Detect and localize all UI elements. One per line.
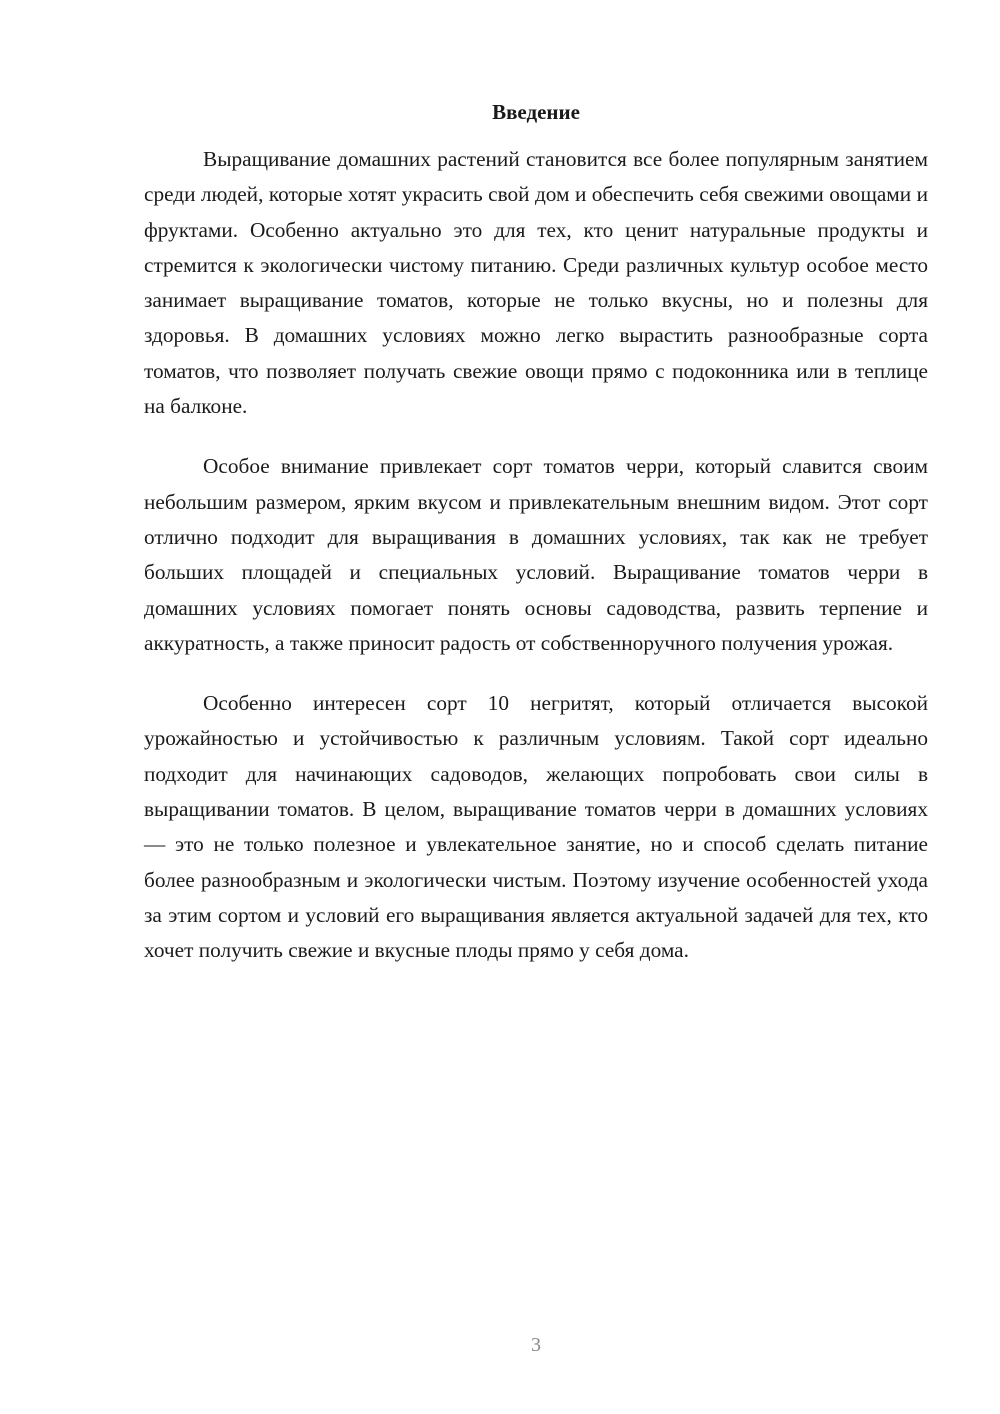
paragraph-3: Особенно интересен сорт 10 негритят, который отличается высокой урожайностью и устойчивостью к различным условиям. Такой сорт идеально подходит для начинающих садоводов, желающих попробовать свои силы в выращивании томатов. В целом, выращивание томатов черри в домашних условиях — это не только полезное и увлекательное занятие, но и способ сделать питание более разнообразным и экологически чистым. Поэтому изучение особенностей ухода за этим сортом и условий его выращивания является актуальной задачей для тех, кто хочет получить свежие и вкусные плоды прямо у себя дома. xyxy=(144,691,928,963)
paragraph-2: Особое внимание привлекает сорт томатов черри, который славится своим небольшим размером, ярким вкусом и привлекательным внешним видом. Этот сорт отлично подходит для выращивания в домашних условиях, так как не требует больших площадей и специальных условий. Выращивание томатов черри в домашних условиях помогает понять основы садоводства, развить терпение и аккуратность, а также приносит радость от собственноручного получения урожая. xyxy=(144,454,928,655)
section-title: Введение xyxy=(492,100,580,124)
page-number: 3 xyxy=(531,1334,541,1356)
body-text xyxy=(144,142,928,994)
paragraph-1: Выращивание домашних растений становится все более популярным занятием среди людей, которые хотят украсить свой дом и обеспечить себя свежими овощами и фруктами. Особенно актуально это для тех, кто ценит натуральные продукты и стремится к экологически чистому питанию. Среди различных культур особое место занимает выращивание томатов, которые не только вкусны, но и полезны для здоровья. В домашних условиях можно легко вырастить разнообразные сорта томатов, что позволяет получать свежие овощи прямо с подоконника или в теплице на балконе. xyxy=(144,147,928,419)
